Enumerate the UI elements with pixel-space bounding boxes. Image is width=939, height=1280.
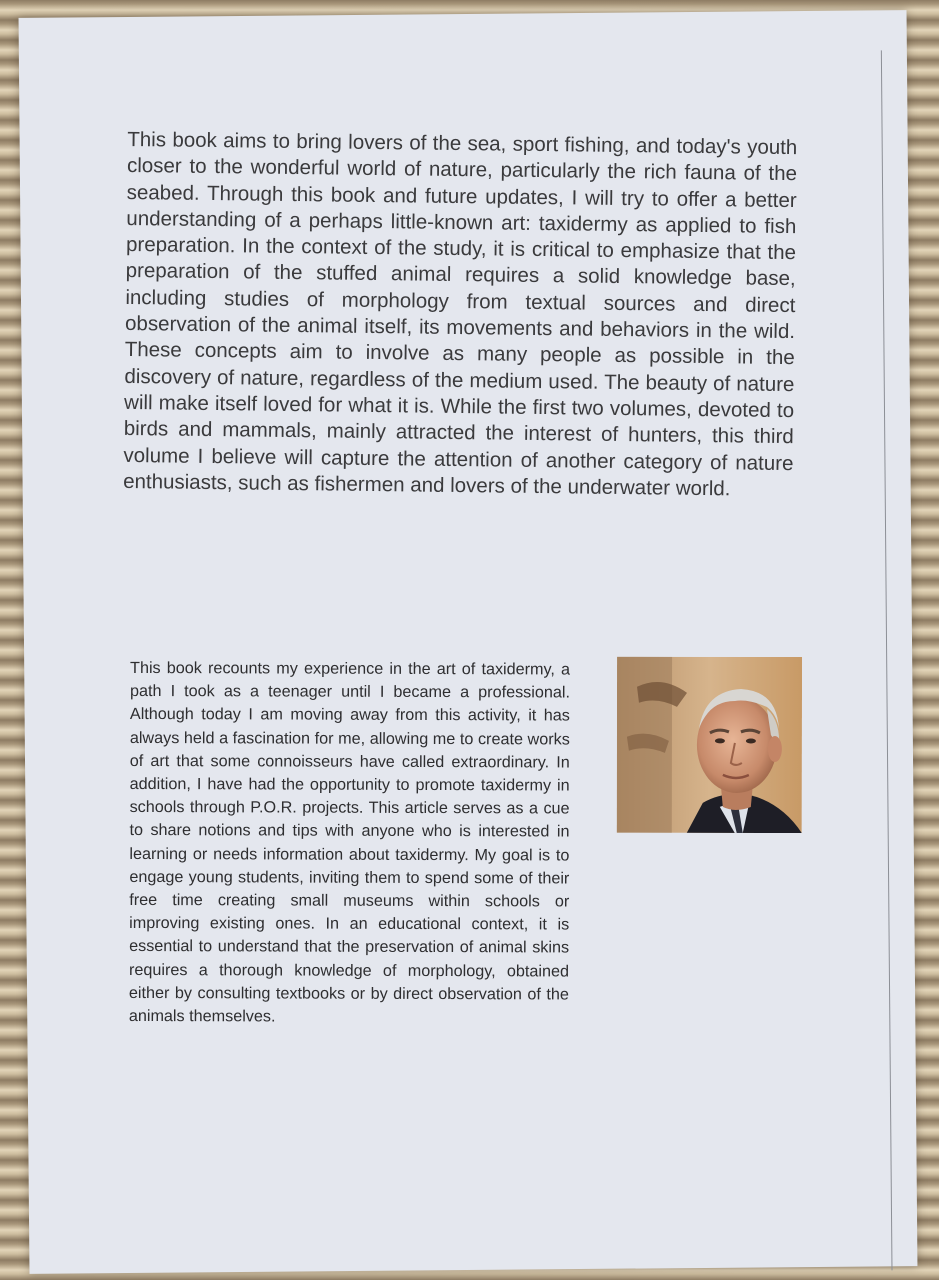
blurb-paragraph: This book aims to bring lovers of the sea, sport fishing, and today's youth closer to the wonderful world of nature, particularly the rich fauna of the seabed. Through this book and future updates, I will try to offer a better understanding of a perhaps little-known art: taxidermy as applied to fish preparation. In the context of the study, it is critical to emphasize that the preparation of the stuffed animal requires a solid knowledge base, including studies of morphology from textual sources and direct observation of the animal itself, its movements and behaviors in the wild. These concepts aim to involve as many people as possible in the discovery of nature, regardless of the medium used. The beauty of nature will make itself loved for what it is. While the first two volumes, devoted to birds and mammals, mainly attracted the interest of hunters, this third volume I believe will capture the attention of another category of nature enthusiasts, such as fishermen and lovers of the underwater world.: [123, 127, 798, 501]
author-photo: [617, 657, 802, 833]
book-back-cover: [19, 10, 918, 1274]
author-bio-paragraph: This book recounts my experience in the art of taxidermy, a path I took as a teenager until I became a professional. Although today I am moving away from this activity, it has always held a fascination for me, allowing me to create works of art that some connoisseurs have called extraordinary. In addition, I have had the opportunity to promote taxidermy in schools through P.O.R. projects. This article serves as a cue to share notions and tips with anyone who is interested in learning or needs information about taxidermy. My goal is to engage young students, inviting them to spend some of their free time creating small museums within schools or improving existing ones. In an educational context, it is essential to understand that the preservation of animal skins requires a thorough knowledge of morphology, obtained either by consulting textbooks or by direct observation of the animals themselves.: [128, 658, 571, 1026]
spine-fold-line: [881, 50, 893, 1270]
